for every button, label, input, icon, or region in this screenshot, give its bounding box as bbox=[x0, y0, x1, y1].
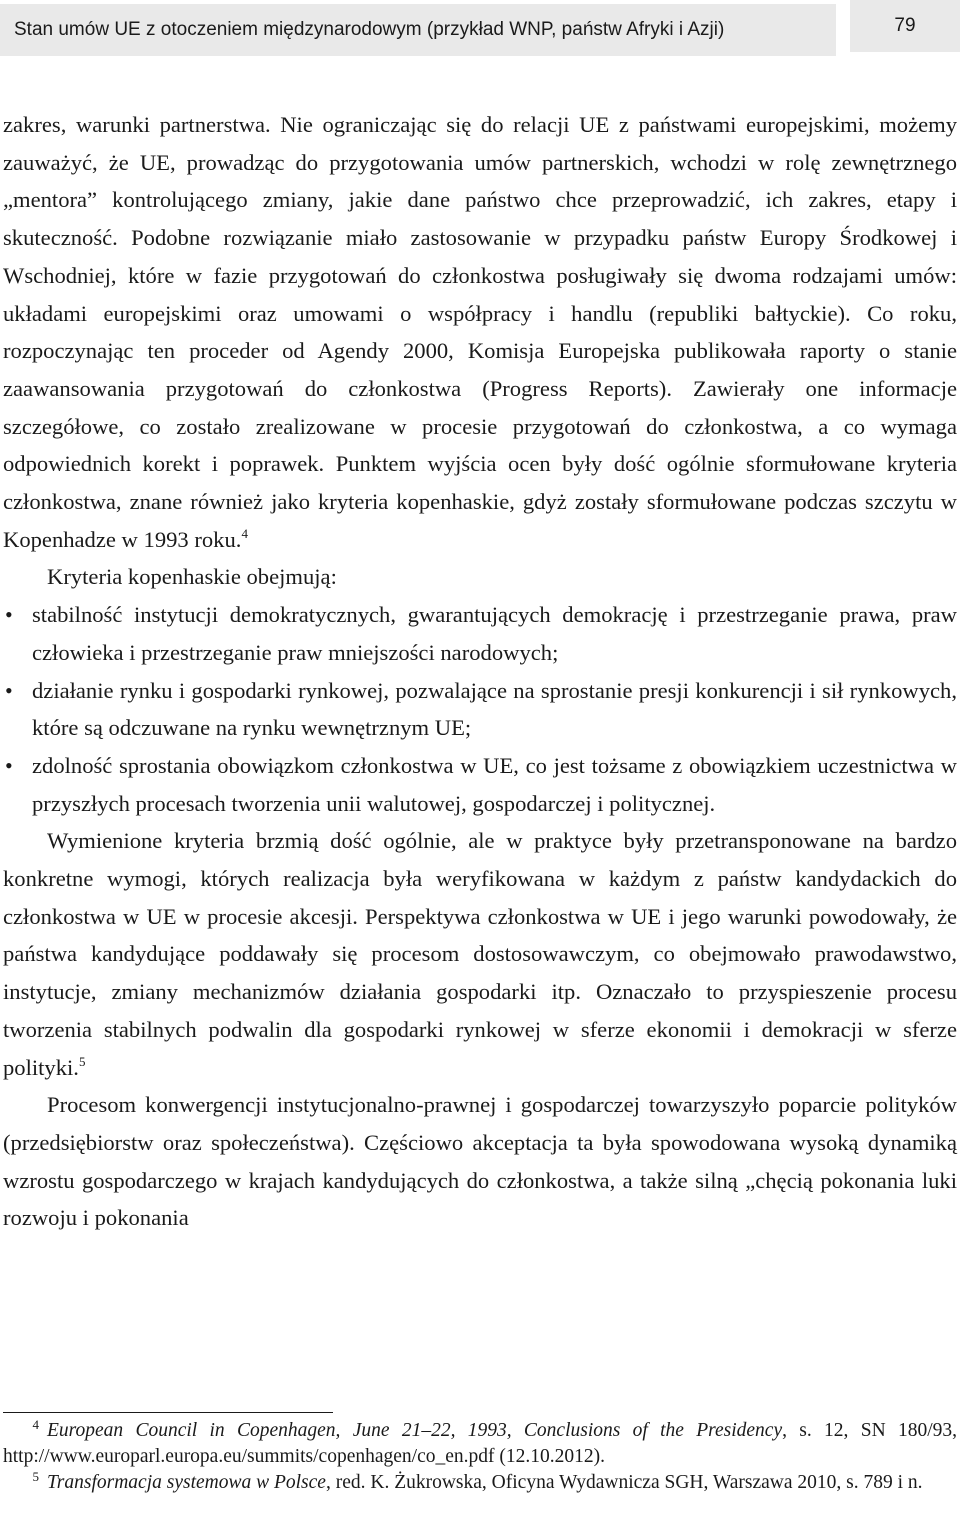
running-header bbox=[0, 4, 836, 56]
criteria-list bbox=[3, 596, 957, 822]
paragraph-2-text: Wymienione kryteria brzmią dość ogólnie, ale w praktyce były przetransponowane na bardzo konkretne wymogi, których realizacja była weryfikowana w każdym z państw kandydackich do członkostwa w UE w procesie akcesji. Perspektywa członkostwa w UE i jego warunki powodowały, że państwa kandydujące poddawały się procesom dostosowawczym, co obejmowało prawodawstwo, instytucje, zmiany mechanizmów działania gospodarki itp. Oznaczało to przyspieszenie procesu tworzenia stabilnych podwalin dla gospodarki rynkowej w sferze ekonomii i demokracji w sferze polityki. bbox=[3, 828, 957, 1080]
footnote-5: 5 Transformacja systemowa w Polsce, red. K. Żukrowska, Oficyna Wydawnicza SGH, Warszawa 2010, s. 789 i n. bbox=[32, 1469, 923, 1493]
footnote-title: Transformacja systemowa w Polsce bbox=[47, 1472, 326, 1493]
footnote-divider bbox=[3, 1412, 333, 1413]
paragraph-3: Procesom konwergencji instytucjonalno-prawnej i gospodarczej towarzyszyło poparcie polityków (przedsiębiorstw oraz społeczeństwa). Częściowo akceptacja ta była spowodowana wysoką dynamiką wzrostu gospodarczego w krajach kandydujących do członkostwa, a także silną „chęcią pokonania luki rozwoju i pokonania bbox=[3, 1092, 957, 1231]
bullet-icon: • bbox=[5, 677, 13, 703]
footnote-ref-4[interactable]: 4 bbox=[241, 525, 248, 541]
list-item bbox=[3, 672, 957, 747]
list-item-text: zdolność sprostania obowiązkom członkostwa w UE, co jest tożsame z obowiązkiem uczestnictwa w przyszłych procesach tworzenia unii walutowej, gospodarczej i politycznej. bbox=[32, 752, 957, 816]
footnote-ref-5[interactable]: 5 bbox=[78, 1053, 86, 1069]
bullet-icon: • bbox=[5, 752, 13, 778]
body-text bbox=[3, 106, 957, 1237]
footnotes bbox=[3, 1418, 957, 1496]
paragraph-1-text: zakres, warunki partnerstwa. Nie ograniczając się do relacji UE z państwami europejskimi, możemy zauważyć, że UE, prowadząc do przygotowania umów partnerskich, wchodzi w rolę zewnętrznego „mentora” kontrolującego zmiany, jakie dane państwo chce przeprowadzić, ich zakres, etapy i skuteczność. Podobne rozwiązanie miało zastosowanie w przypadku państw Europy Środkowej i Wschodniej, które w fazie przygotowań do członkostwa posługiwały się dwoma rodzajami umów: układami europejskimi oraz umowami o współpracy i handlu (republiki bałtyckie). Co roku, rozpoczynając ten proceder od Agendy 2000, Komisja Europejska publikowała raporty o stanie zaawansowania przygotowań do członkostwa (Progress Reports). Zawierały one informacje szczegółowe, co zostało zrealizowane w procesie przygotowań do członkostwa, a co wymaga odpowiednich korekt i poprawek. Punktem wyjścia ocen były dość ogólnie sformułowane kryteria członkostwa, znane również jako kryteria kopenhaskie, gdyż zostały sformułowane podczas szczytu w Kopenhadze w 1993 roku. bbox=[3, 112, 957, 552]
footnote-text: , s. 12, SN 180/93, http://www.europarl.europa.eu/summits/copenhagen/co_en.pdf (12.10.2012). bbox=[3, 1420, 957, 1467]
list-item bbox=[3, 596, 957, 671]
paragraph-2 bbox=[3, 822, 957, 1086]
footnote-text: , red. K. Żukrowska, Oficyna Wydawnicza SGH, Warszawa 2010, s. 789 i n. bbox=[325, 1472, 923, 1493]
footnote-4: 4 European Council in Copenhagen, June 21–22, 1993, Conclusions of the Presidency, s. 12, SN 180/93, http://www.europarl.europa.eu/summits/copenhagen/co_en.pdf (12.10.2012). bbox=[3, 1417, 957, 1467]
list-item-text: działanie rynku i gospodarki rynkowej, pozwalające na sprostanie presji konkurencji i sił rynkowych, które są odczuwane na rynku wewnętrznym UE; bbox=[32, 677, 957, 741]
list-item-text: stabilność instytucji demokratycznych, gwarantujących demokrację i przestrzeganie prawa, praw człowieka i przestrzeganie praw mniejszości narodowych; bbox=[32, 602, 957, 665]
footnote-title: European Council in Copenhagen, June 21–22, 1993, Conclusions of the Presidency bbox=[47, 1420, 783, 1441]
list-item bbox=[3, 747, 957, 822]
page-number: 79 bbox=[850, 0, 960, 52]
header-title: Stan umów UE z otoczeniem międzynarodowym (przykład WNP, państw Afryki i Azji) bbox=[0, 4, 836, 56]
bullet-icon: • bbox=[5, 602, 13, 628]
list-intro: Kryteria kopenhaskie obejmują: bbox=[47, 564, 337, 590]
paragraph-1 bbox=[3, 106, 957, 558]
